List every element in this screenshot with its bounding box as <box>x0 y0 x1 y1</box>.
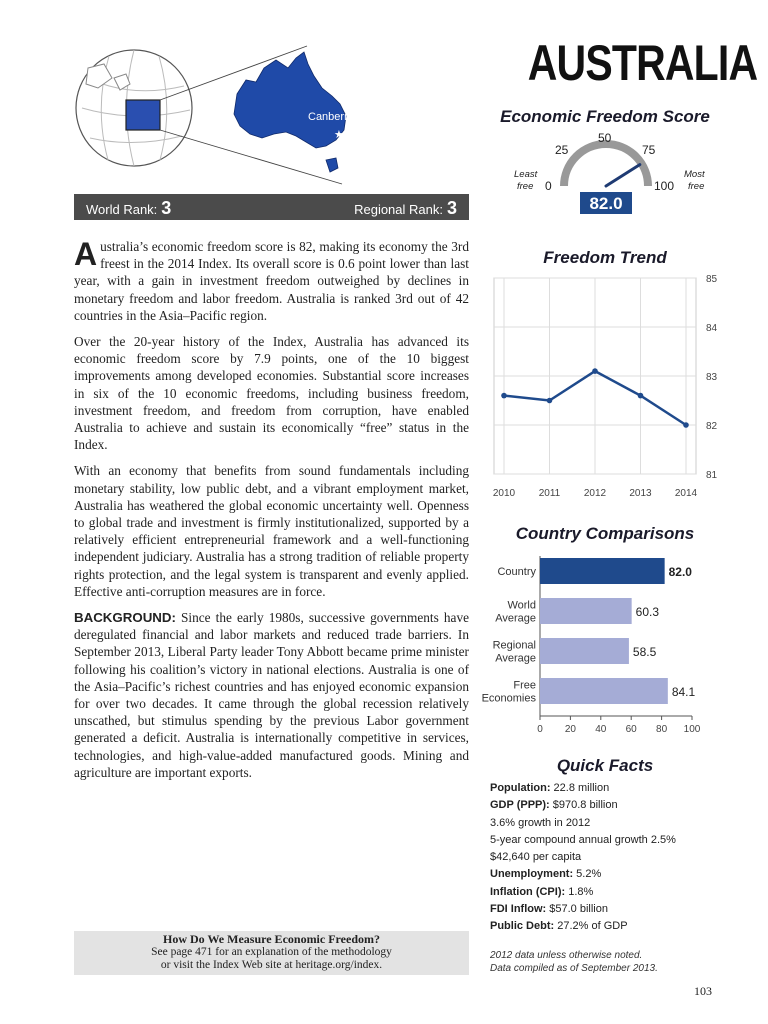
methodology-line-1: See page 471 for an explanation of the methodology <box>151 946 392 958</box>
most-free-label: Most <box>684 169 705 180</box>
trend-xtick-label: 2010 <box>492 488 516 499</box>
comp-category-label: Economies <box>481 692 536 705</box>
score-gauge <box>500 128 720 220</box>
inflation-row <box>490 884 730 901</box>
population-value: 22.8 million <box>550 782 610 794</box>
country-title: AUSTRALIA <box>527 35 758 91</box>
trend-point <box>683 422 689 428</box>
comp-value-label: 60.3 <box>635 605 660 619</box>
trend-point <box>547 398 553 404</box>
paragraph-background <box>74 609 469 781</box>
trend-ytick-label: 83 <box>706 372 718 383</box>
comp-category-label: Country <box>497 566 536 578</box>
inflation-label: Inflation (CPI): <box>490 885 566 898</box>
trend-xtick-label: 2012 <box>583 488 607 499</box>
comparison-chart <box>481 550 730 735</box>
background-label: BACKGROUND: <box>74 610 176 626</box>
gauge-tick-100: 100 <box>654 179 675 193</box>
comp-xtick-label: 60 <box>625 724 637 735</box>
comp-category-label: Regional <box>492 639 536 652</box>
cagr-row: 5-year compound annual growth 2.5% <box>490 833 676 846</box>
quick-facts-title: Quick Facts <box>556 756 654 775</box>
trend-ytick-label: 82 <box>706 421 718 432</box>
methodology-title: How Do We Measure Economic Freedom? <box>163 932 380 946</box>
comp-value-label: 58.5 <box>632 645 657 659</box>
unemployment-value: 5.2% <box>573 868 602 881</box>
gdp-row <box>490 797 730 814</box>
world-rank-value: 3 <box>161 198 172 218</box>
comp-xtick-label: 80 <box>656 724 668 735</box>
rank-bar <box>74 194 469 220</box>
regional-rank-label: Regional Rank: <box>354 202 443 217</box>
comp-category-label: Average <box>495 652 536 665</box>
dropcap: A <box>74 236 98 272</box>
trend-point <box>501 393 507 399</box>
growth-row: 3.6% growth in 2012 <box>490 816 591 829</box>
comp-xtick-label: 20 <box>564 724 576 735</box>
gauge-tick-25: 25 <box>555 143 569 157</box>
least-free-label-2: free <box>517 181 534 192</box>
trend-point <box>592 368 598 374</box>
fdi-row <box>490 901 730 918</box>
methodology-line-2: or visit the Index Web site at heritage.org/index. <box>160 959 383 971</box>
population-row <box>490 780 730 797</box>
quick-facts <box>490 780 730 936</box>
world-rank-label: World Rank: <box>86 202 158 217</box>
background-text: Since the early 1980s, successive governments have deregulated financial and labor markets and reduced trade barriers. In September 2013, Liberal Party leader Tony Abbott became prime minister following his coalition’s victory in national elections. Australia is one of the Asia–Pacific’s richest countries and has enjoyed economic expansion for over two decades. It came through the global recession relatively unscathed, but stimulus spending by the previous Labor government generated a deficit. Australia is internationally competitive in services, technologies, and high-value-added manufactured goods. Mining and agriculture are important exports. <box>74 610 469 780</box>
trend-xtick-label: 2013 <box>629 488 652 499</box>
regional-rank-value: 3 <box>446 198 457 218</box>
trend-ytick-label: 85 <box>706 274 718 285</box>
per-capita-row: $42,640 per capita <box>490 851 582 864</box>
comp-value-label: 82.0 <box>668 565 692 579</box>
note-line-1: 2012 data unless otherwise noted. <box>490 950 643 961</box>
gauge-tick-50: 50 <box>598 131 612 145</box>
paragraph-2: Over the 20-year history of the Index, Australia has advanced its economic freedom score by 7.9 points, one of the 10 biggest improvements among developed economies. Substantial score increases in six of the 10 economic freedoms, including business freedom, investment freedom, and freedom from corruption, have enabled Australia to achieve and sustain its economically “free” status in the Index. <box>74 334 469 453</box>
comp-category-label: Free <box>513 679 536 692</box>
comp-xtick-label: 0 <box>537 724 543 735</box>
comp-bar <box>540 558 665 584</box>
trend-title: Freedom Trend <box>543 248 667 267</box>
comp-xtick-label: 100 <box>683 724 701 735</box>
capital-label: Canberra <box>308 111 354 123</box>
debt-row <box>490 918 730 935</box>
comparisons-title: Country Comparisons <box>515 524 695 543</box>
comp-bar <box>540 598 632 624</box>
population-label: Population: <box>490 782 551 794</box>
capital-star-icon: ★ <box>334 129 344 141</box>
page-number: 103 <box>694 984 712 998</box>
score-value: 82.0 <box>589 194 623 213</box>
debt-value: 27.2% of GDP <box>554 920 628 933</box>
gdp-label: GDP (PPP): <box>490 799 550 812</box>
article-body <box>74 238 469 790</box>
paragraph-3: With an economy that benefits from sound fundamentals including monetary stability, low public debt, and a vibrant employment market, Australia has weathered the global economic uncertainty well. Openness to global trade and investment is firmly institutionalized, supported by a relatively efficient entrepreneurial framework and a well-functioning independent judiciary. Australia has a strong tradition of reliable property rights protection, and the legal system is transparent and evenly applied. Effective anti-corruption measures are in force. <box>74 463 469 599</box>
paragraph-1 <box>74 238 469 324</box>
trend-chart <box>486 266 730 502</box>
inflation-value: 1.8% <box>565 885 594 898</box>
trend-point <box>638 393 644 399</box>
comp-category-label: World <box>507 599 536 612</box>
score-title: Economic Freedom Score <box>500 107 710 126</box>
comp-xtick-label: 40 <box>595 724 607 735</box>
gauge-tick-0: 0 <box>545 179 552 193</box>
debt-label: Public Debt: <box>490 920 555 933</box>
comp-category-label: Average <box>495 612 536 625</box>
gdp-value: $970.8 billion <box>549 799 618 812</box>
trend-xtick-label: 2011 <box>538 488 561 499</box>
unemployment-row <box>490 866 730 883</box>
trend-ytick-label: 84 <box>706 323 718 334</box>
comp-bar <box>540 638 629 664</box>
gauge-tick-75: 75 <box>642 143 656 157</box>
least-free-label: Least <box>514 169 538 180</box>
gauge-needle <box>606 165 640 186</box>
fdi-value: $57.0 billion <box>546 903 608 916</box>
unemployment-label: Unemployment: <box>490 868 574 881</box>
paragraph-1-text: ustralia’s economic freedom score is 82, making its economy the 3rd freest in the 2014 Index. Its overall score is 0.6 point lower than last year, with a gain in investment freedom outweighed by declines in monetary freedom and labor freedom. Australia is ranked 3rd out of 42 countries in the Asia–Pacific region. <box>74 239 469 323</box>
trend-xtick-label: 2014 <box>674 488 698 499</box>
data-notes <box>490 949 658 975</box>
australia-map <box>74 38 374 188</box>
comp-value-label: 84.1 <box>671 685 696 699</box>
methodology-box <box>74 931 469 975</box>
fdi-label: FDI Inflow: <box>490 903 547 916</box>
trend-ytick-label: 81 <box>706 470 718 481</box>
most-free-label-2: free <box>688 181 705 192</box>
note-line-2: Data compiled as of September 2013. <box>490 963 658 974</box>
comp-bar <box>540 678 668 704</box>
